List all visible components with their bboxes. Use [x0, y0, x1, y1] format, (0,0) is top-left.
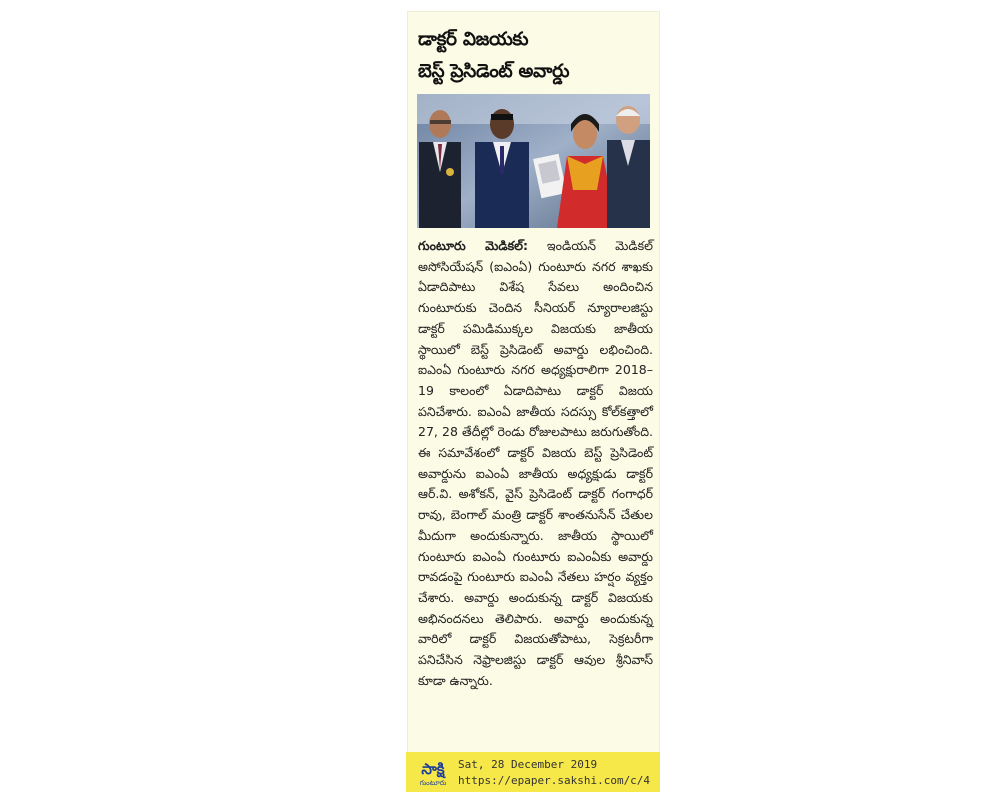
logo-text: సాక్షి [421, 760, 445, 778]
headline [418, 24, 653, 88]
article-dateline: గుంటూరు మెడికల్: [418, 238, 528, 253]
source-url[interactable]: https://epaper.sakshi.com/c/4 [458, 774, 651, 787]
logo-subtext: గుంటూరు [419, 779, 447, 787]
headline-line-1: డాక్టర్ విజయకు [418, 29, 529, 50]
award-ceremony-image [417, 94, 650, 228]
publication-date: Sat, 28 December 2019 [458, 758, 598, 771]
article-body [418, 236, 653, 691]
headline-line-2: బెస్ట్ ప్రెసిడెంట్ అవార్డు [418, 61, 570, 82]
sakshi-logo [412, 756, 454, 788]
newspaper-clipping [408, 12, 659, 790]
award-photo [417, 94, 650, 228]
footer-bar [406, 752, 660, 792]
article-text: ఇండియన్ మెడికల్ అసోసియేషన్ (ఐఎంఏ) గుంటూరు నగర శాఖకు ఏడాదిపాటు విశేష సేవలు అందించిన గుంటూరుకు చెందిన సీనియర్ న్యూరాలజిస్టు డాక్టర్ పమిడిముక్కల విజయకు జాతీయ స్థాయిలో బెస్ట్ ప్రెసిడెంట్ అవార్డు లభించింది. ఐఎంఏ గుంటూరు నగర అధ్యక్షురాలిగా 2018–19 కాలంలో ఏడాదిపాటు డాక్టర్ విజయ పనిచేశారు. ఐఎంఏ జాతీయ సదస్సు కోల్‌కత్తాలో 27, 28 తేదీల్లో రెండు రోజులపాటు జరుగుతోంది. ఈ సమావేశంలో డాక్టర్ విజయ బెస్ట్ ప్రెసిడెంట్ అవార్డును ఐఎంఏ జాతీయ అధ్యక్షుడు డాక్టర్ ఆర్.వి. అశోకన్, వైస్ ప్రెసిడెంట్ డాక్టర్ గంగాధర్ రావు, బెంగాల్ మంత్రి డాక్టర్ శాంతనుసేన్ చేతుల మీదుగా అందుకున్నారు. జాతీయ స్థాయిలో గుంటూరు ఐఎంఏ గుంటూరు ఐఎంఏకు అవార్డు రావడంపై గుంటూరు ఐఎంఏ నేతలు హర్షం వ్యక్తం చేశారు. అవార్డు అందుకున్న డాక్టర్ విజయకు అభినందనలు తెలిపారు. అవార్డు అందుకున్న వారిలో డాక్టర్ విజయతోపాటు, సెక్రటరీగా పనిచేసిన నెఫ్రాలజిస్టు డాక్టర్ ఆవుల శ్రీనివాస్ కూడా ఉన్నారు. [418, 238, 653, 688]
